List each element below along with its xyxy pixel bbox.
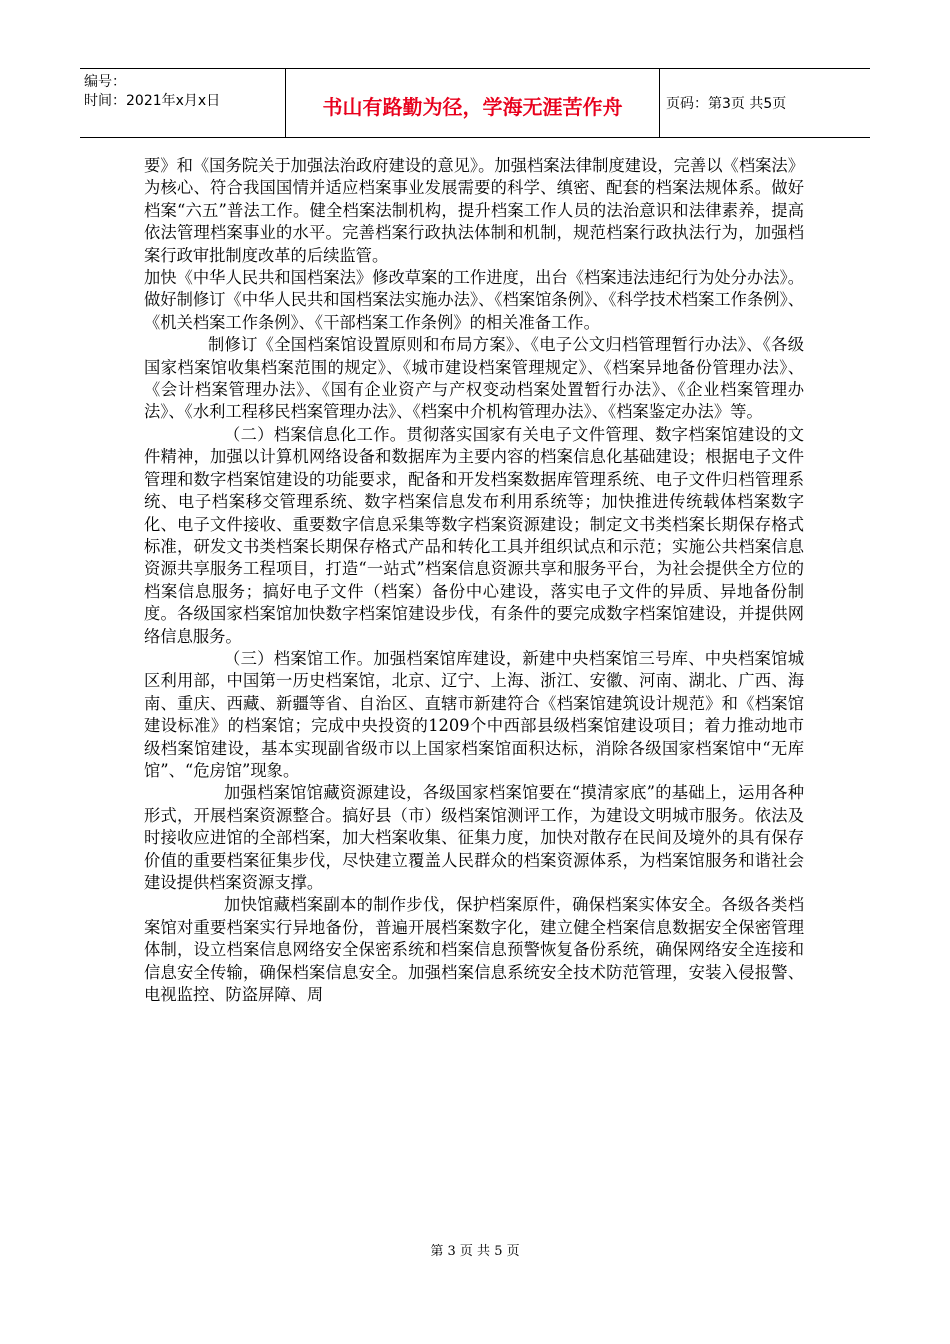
paragraph-5: （三）档案馆工作。加强档案馆库建设，新建中央档案馆三号库、中央档案馆城区利用部，中国第一历史档案馆，北京、辽宁、上海、浙江、安徽、河南、湖北、广西、海南、重庆、西藏、新疆等省、自治区、直辖市新建符合《档案馆建筑设计规范》和《档案馆建设标准》的档案馆；完成中央投资的1209个中西部县级档案馆建设项目；着力推动地市级档案馆建设，基本实现副省级市以上国家档案馆面积达标，消除各级国家档案馆中“无库馆”、“危房馆”现象。 [144, 648, 804, 780]
paragraph-4: （二）档案信息化工作。贯彻落实国家有关电子文件管理、数字档案馆建设的文件精神，加强以计算机网络设备和数据库为主要内容的档案信息化基础建设；根据电子文件管理和数字档案馆建设的功能要求，配备和开发档案数据库管理系统、电子文件归档管理系统、电子档案移交管理系统、数字档案信息发布利用系统等；加快推进传统载体档案数字化、电子文件接收、重要数字信息采集等数字档案资源建设；制定文书类档案长期保存格式标准，研发文书类档案长期保存格式产品和转化工具并组织试点和示范；实施公共档案信息资源共享服务工程项目，打造“一站式”档案信息资源共享和服务平台，为社会提供全方位的档案信息服务；搞好电子文件（档案）备份中心建设，落实电子文件的异质、异地备份制度。各级国家档案馆加快数字档案馆建设步伐，有条件的要完成数字档案馆建设，并提供网络信息服务。 [144, 424, 804, 646]
paragraph-1: 要》和《国务院关于加强法治政府建设的意见》。加强档案法律制度建设，完善以《档案法》为核心、符合我国国情并适应档案事业发展需要的科学、缜密、配套的档案法规体系。做好档案“六五”普法工作。健全档案法制机构，提升档案工作人员的法治意识和法律素养，提高依法管理档案事业的水平。完善档案行政执法体制和机制，规范档案行政执法行为，加强档案行政审批制度改革的后续监管。 [144, 156, 804, 265]
paragraph-3: 制修订《全国档案馆设置原则和布局方案》、《电子公文归档管理暂行办法》、《各级国家档案馆收集档案范围的规定》、《城市建设档案管理规定》、《档案异地备份管理办法》、《会计档案管理办法》、《国有企业资产与产权变动档案处置暂行办法》、《企业档案管理办法》、《水利工程移民档案管理办法》、《档案中介机构管理办法》、《档案鉴定办法》等。 [144, 335, 804, 422]
doc-number-label: 编号： [84, 74, 126, 90]
header-slogan: 书山有路勤为径，学海无涯苦作舟 [285, 69, 660, 137]
doc-time-label: 时间：2021年x月x日 [84, 93, 221, 109]
header-meta [80, 69, 285, 137]
page-footer: 第 3 页 共 5 页 [430, 1244, 520, 1259]
header-page-info: 页码：第3页 共5页 [666, 96, 787, 112]
paragraph-2: 加快《中华人民共和国档案法》修改草案的工作进度，出台《档案违法违纪行为处分办法》。做好制修订《中华人民共和国档案法实施办法》、《档案馆条例》、《科学技术档案工作条例》、《机关档案工作条例》、《干部档案工作条例》的相关准备工作。 [144, 268, 804, 332]
paragraph-7: 加快馆藏档案副本的制作步伐，保护档案原件，确保档案实体安全。各级各类档案馆对重要档案实行异地备份，普遍开展档案数字化，建立健全档案信息数据安全保密管理体制，设立档案信息网络安全保密系统和档案信息预警恢复备份系统，确保网络安全连接和信息安全传输，确保档案信息安全。加强档案信息系统安全技术防范管理，安装入侵报警、电视监控、防盗屏障、周 [144, 895, 804, 1005]
page-header [80, 68, 870, 138]
paragraph-6: 加强档案馆馆藏资源建设，各级国家档案馆要在“摸清家底”的基础上，运用各种形式，开展档案资源整合。搞好县（市）级档案馆测评工作，为建设文明城市服务。依法及时接收应进馆的全部档案，加大档案收集、征集力度，加快对散存在民间及境外的具有保存价值的重要档案征集步伐，尽快建立覆盖人民群众的档案资源体系，为档案馆服务和谐社会建设提供档案资源支撑。 [144, 783, 804, 892]
document-body [144, 155, 804, 1006]
